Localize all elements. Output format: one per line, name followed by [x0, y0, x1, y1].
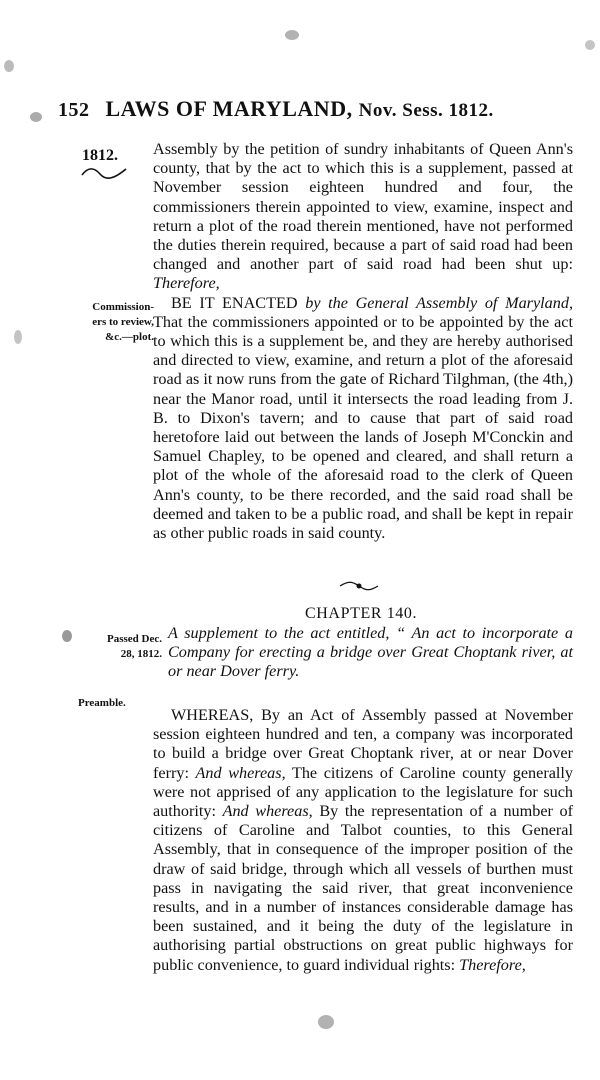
enacting-clause: [153, 294, 573, 544]
running-header: [58, 96, 558, 122]
session-label: Nov. Sess. 1812.: [358, 100, 494, 121]
running-title: LAWS OF MARYLAND,: [105, 96, 353, 121]
margin-line: Passed Dec.: [107, 633, 162, 645]
preamble-text-c: By the representation of a number of citizens of Caroline and Talbot counties, to this General Assembly, that in consequence of the improper position of the draw of said bridge, through which all vessels of burthen must pass in navigating the said river, that great inconvenience results, and in a number of instances considerable damage has been sustained, and it being the duty of the legislature in authorising partial obstructions on great public highways for public convenience, to guard individual rights:: [153, 802, 573, 974]
margin-note-passed: [72, 632, 162, 662]
ink-speck: [4, 60, 14, 72]
section-divider-ornament: [338, 580, 380, 592]
enact-lead: BE IT ENACTED: [171, 293, 298, 312]
margin-note-commissioners: [84, 300, 154, 345]
ink-speck: [585, 40, 595, 50]
ink-speck: [285, 30, 299, 40]
therefore-italic-2: Therefore,: [459, 955, 526, 974]
flourish-ornament: [80, 165, 128, 181]
margin-line: 28, 1812.: [120, 648, 162, 660]
ink-speck: [318, 1015, 334, 1029]
and-whereas-1: And whereas,: [195, 763, 286, 782]
section-preamble: [153, 706, 573, 975]
margin-line: ers to review,: [92, 316, 154, 328]
margin-note-preamble: Preamble.: [78, 697, 126, 709]
ink-speck: [14, 330, 22, 344]
title-quoted: “ An act to incorporate a Company for erecting a bridge over Great Choptank river, at or near Dover ferry.: [168, 624, 574, 681]
paragraph-recital: Assembly by the petition of sundry inhabitants of Queen Ann's county, that by the act to which this is a supplement, passed at November session eighteen hundred and four, the commissioners therein appointed to view, examine, inspect and return a plot of the road therein mentioned, have not performed the duties therein required, because a part of said road had been changed and another part of said road had been shut up:: [153, 140, 573, 274]
and-whereas-2: And whereas,: [222, 802, 313, 821]
enact-text: That the commissioners appointed or to be appointed by the act to which this is a supplement be, and they are hereby authorised and directed to view, examine, and return a plot of the aforesaid road as it now runs from the gate of Richard Tilghman, (the 4th,) near the Manor road, until it intersects the road leading from J. B. to Dixon's tavern; and to cause that part of said road heretofore laid out between the lands of Joseph M'Conckin and Samuel Chapley, to be opened and cleared, and shall return a plot of the whole of the aforesaid road to the clerk of Queen Ann's county, to be there recorded, and the said road shall be deemed and taken to be a public road, and shall be kept in repair as other public roads in said county.: [153, 312, 573, 543]
ink-speck: [30, 112, 42, 122]
preamble-text-a: WHEREAS, By an Act of Assembly passed at November session eighteen hundred and ten, a company was incorporated to build a bridge over Great Choptank river, at or near Dover ferry:: [153, 706, 573, 782]
chapter-heading: CHAPTER 140.: [305, 605, 418, 622]
margin-line: &c.—plot.: [105, 331, 154, 343]
section-road-act: [153, 140, 573, 543]
therefore-italic: Therefore,: [153, 274, 220, 293]
title-lead: A supplement to the act entitled,: [168, 624, 390, 642]
ink-speck: [62, 630, 72, 642]
margin-year: 1812.: [82, 147, 118, 164]
margin-line: Commission-: [92, 301, 154, 313]
chapter-title: [168, 624, 573, 682]
enact-italic: by the General Assembly of Maryland,: [305, 293, 573, 312]
preamble-text-b: The citizens of Caroline county generally were not apprised of any application to the legislature for such authority:: [153, 763, 574, 821]
page-number: 152: [58, 99, 90, 121]
